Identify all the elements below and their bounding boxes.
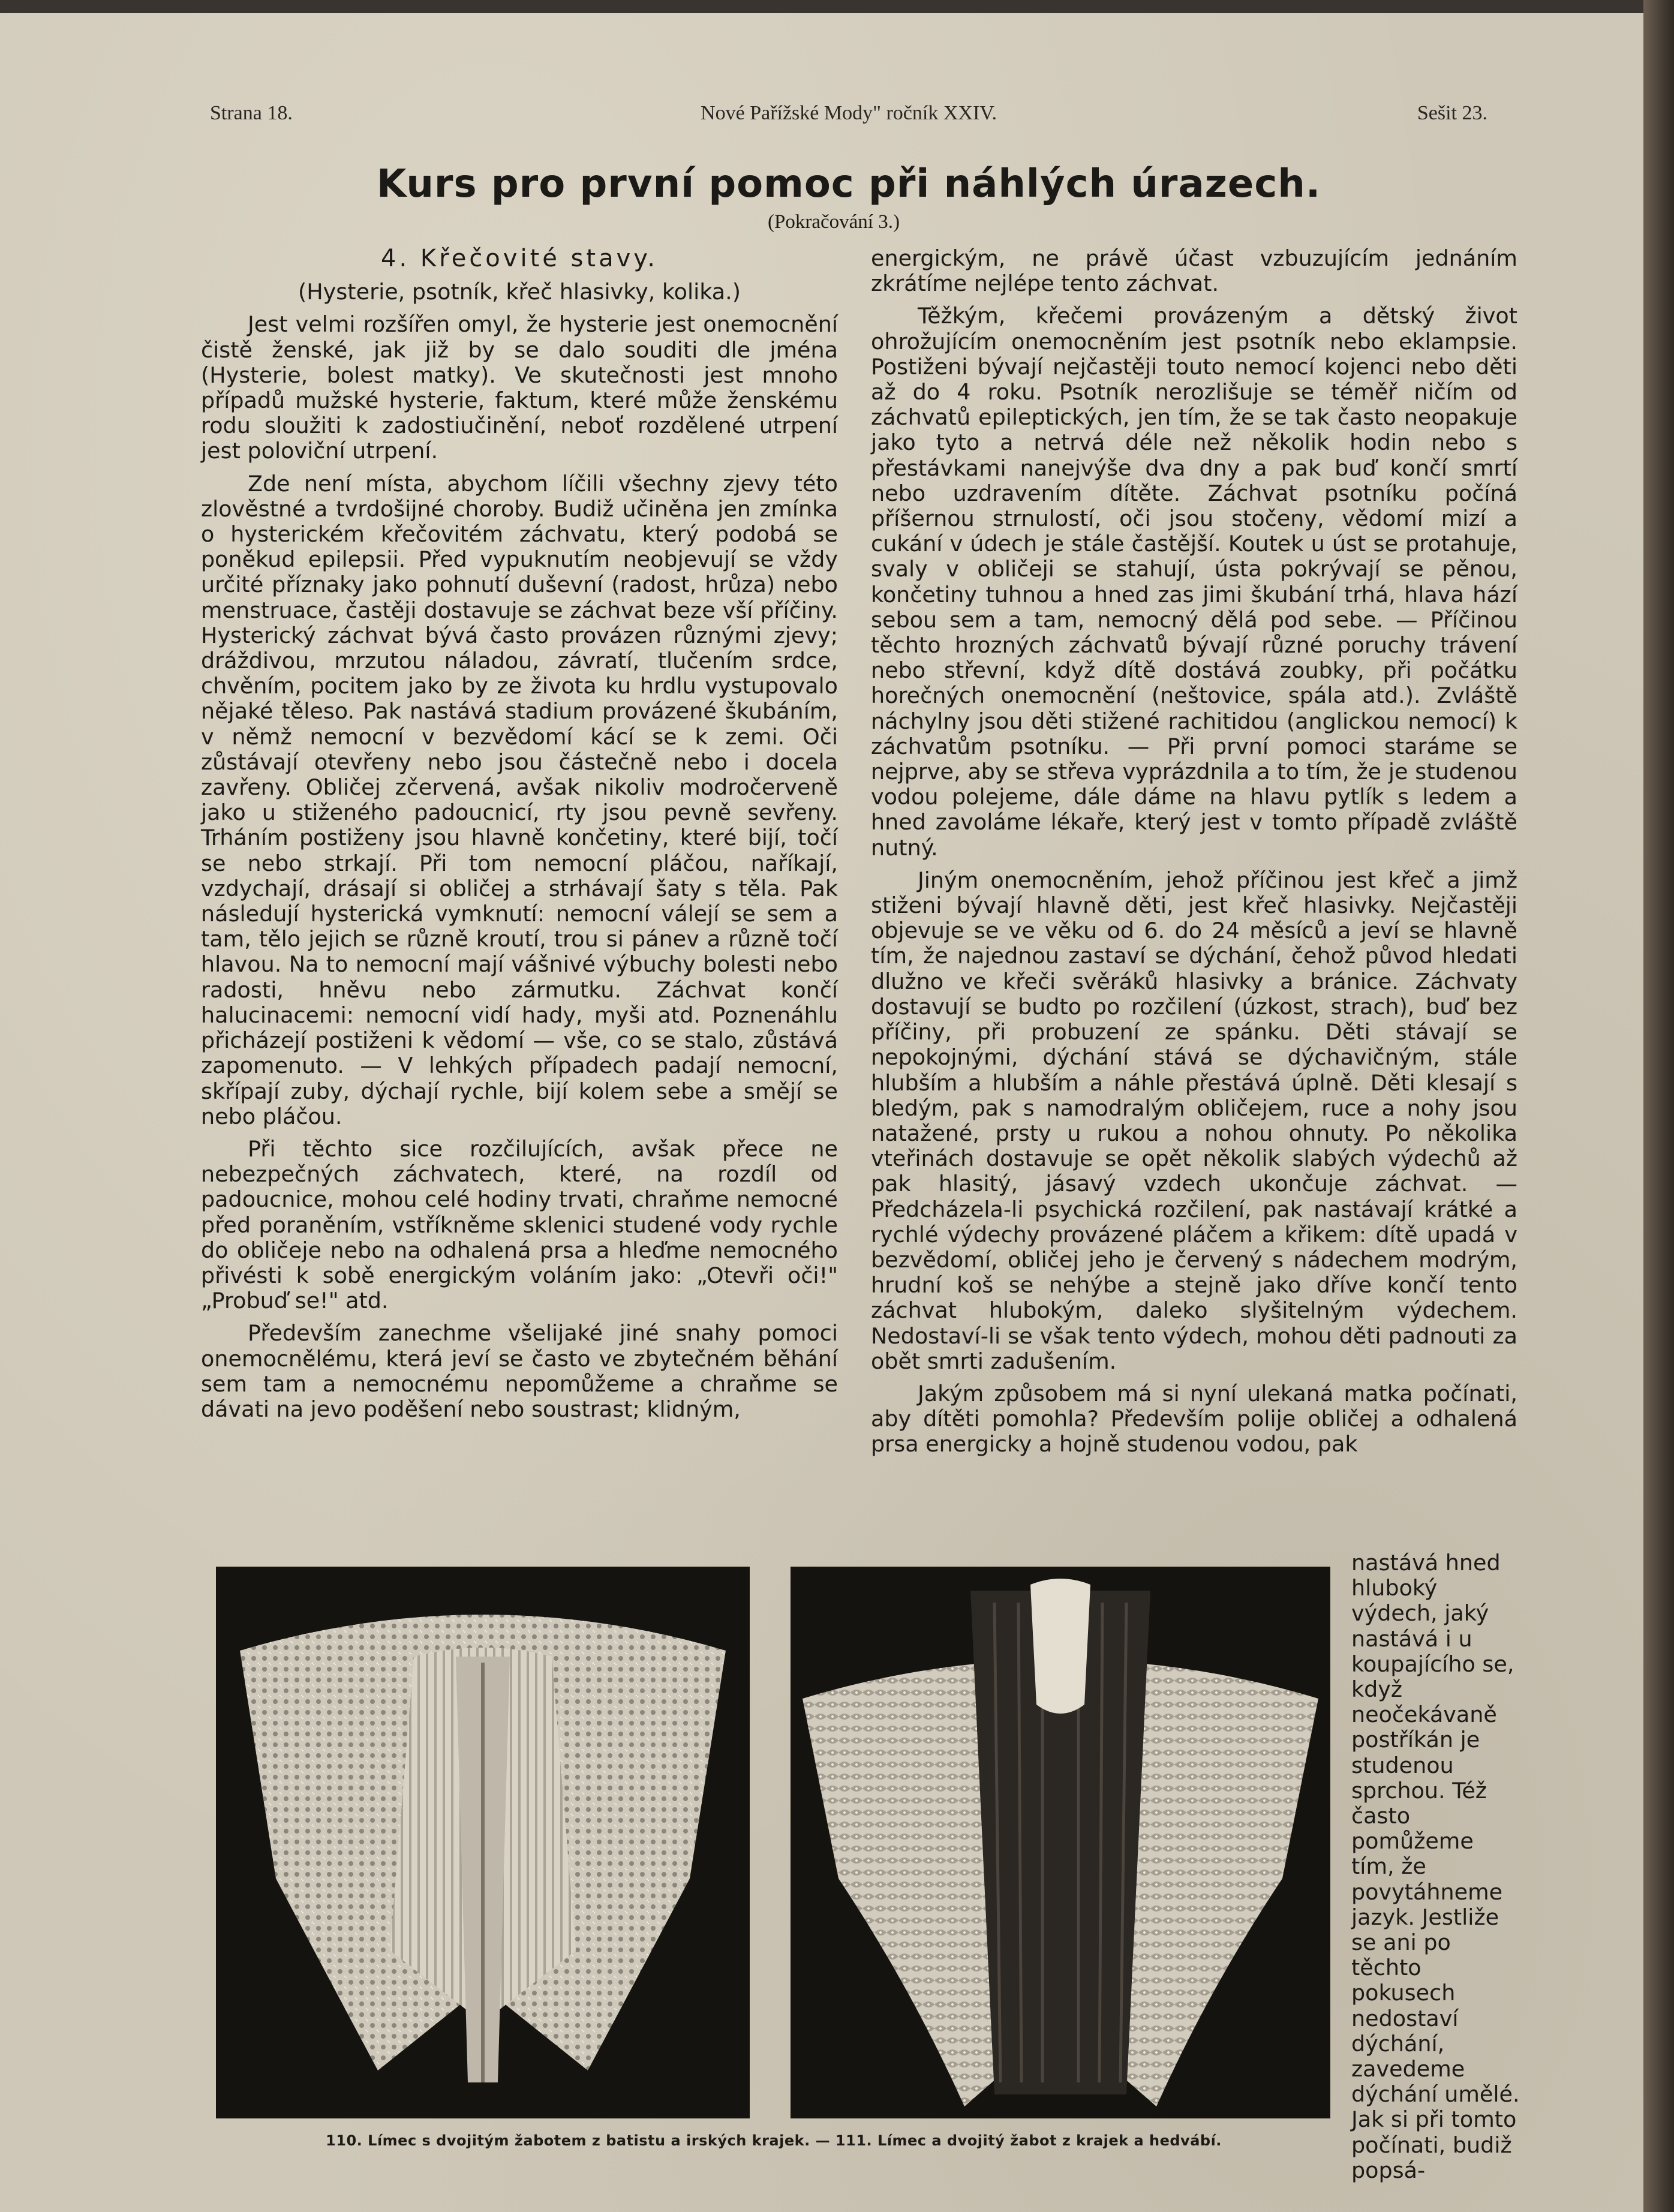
figure-caption: 110. Límec s dvojitým žabotem z batistu a irských krajek. — 111. Límec a dvojitý žabot z krajek a hedvábí. bbox=[326, 2132, 1222, 2149]
paragraph: Zde není místa, abychom líčili všechny zjevy této zlověstné a tvrdošijné choroby. Budiž učiněna jen zmínka o hysterickém křečovitém záchvatu, který podobá se poněkud epilepsii. Před vypuknutím neobjevují se vždy určité příznaky jako pohnutí duševní (radost, hrůza) nebo menstruace, častěji dostavuje se záchvat beze vší příčiny. Hysterický záchvat bývá často provázen různými zjevy; dráždivou, mrzutou náladou, závratí, tlučením srdce, chvěním, pocitem jako by ze života ku hrdlu vystupovalo nějaké těleso. Pak nastává stadium provázené škubáním, v němž nemocní v bezvědomí kácí se k zemi. Oči zůstávají otevřeny nebo jsou částečně nebo i docela zavřeny. Obličej zčervená, avšak nikoliv modročerveně jako u stiženého padoucnicí, rty jsou pevně sevřeny. Trháním postiženy jsou hlavně končetiny, které bijí, točí se nebo strkají. Při tom nemocní pláčou, naříkají, vzdychají, drásají si obličej a strhávají šaty s těla. Pak následují hysterická vymknutí: nemocní válejí se sem a tam, tělo jejich se různě kroutí, trou si pánev a různě točí hlavou. Na to nemocní mají vášnivé výbuchy bolesti nebo radosti, hněvu nebo zármutku. Záchvat končí halucinacemi: nemocní vidí hady, myši atd. Poznenáhlu přicházejí postiženi k vědomí — vše, co se stalo, zůstává zapomenuto. — V lehkých případech padají nemocní, skřípají zuby, dýchají rychle, bijí kolem sebe a smějí se nebo pláčou. bbox=[201, 470, 838, 1129]
right-column bbox=[871, 246, 1517, 1465]
photo-lace-collar-111 bbox=[791, 1567, 1330, 2118]
paragraph: Především zanechme všelijaké jiné snahy pomoci onemocnělému, která jeví se často ve zbytečném běhání sem tam a nemocnému nepomůžeme a chraňme se dávati na jevo poděšení nebo soustrast; klidným, bbox=[201, 1320, 838, 1422]
publication-name: Nové Pařížské Mody" ročník XXIV. bbox=[701, 102, 997, 124]
paragraph: energickým, ne právě účast vzbuzujícím jednáním zkrátíme nejlépe tento záchvat. bbox=[871, 245, 1517, 297]
paragraph: Jest velmi rozšířen omyl, že hysterie jest onemocnění čistě ženské, jak již by se dalo souditi dle jména (Hysterie, bolest matky). Ve skutečnosti jest mnoho případů mužské hysterie, faktum, které může ženskému rodu sloužiti k zadostiučinění, neboť rozdělené utrpení jest poloviční utrpení. bbox=[201, 311, 838, 464]
continuation-note: (Pokračování 3.) bbox=[768, 211, 900, 233]
section-heading: 4. Křečovité stavy. bbox=[381, 245, 658, 272]
narrow-text-column: nastává hned hluboký výdech, jaký nastává i u koupajícího se, když neočekávaně postříkán je studenou sprchou. Též často pomůžeme tím, že povytáhneme jazyk. Jestliže se ani po těchto pokusech nedostaví dýchání, zavedeme dýchání umělé. Jak si při tomto počínati, budiž popsá- bbox=[1351, 1550, 1520, 2183]
photo-lace-collar-110 bbox=[216, 1567, 750, 2118]
scan-top-edge bbox=[0, 0, 1674, 13]
page-number: Strana 18. bbox=[210, 102, 293, 124]
left-column bbox=[201, 246, 838, 1429]
section-subheading: (Hysterie, psotník, křeč hlasivky, kolika.) bbox=[298, 279, 741, 305]
paragraph: Jakým způsobem má si nyní ulekaná matka počínati, aby dítěti pomohla? Především polije obličej a odhalená prsa energicky a hojně studenou vodou, pak bbox=[871, 1380, 1517, 1457]
paragraph: Těžkým, křečemi provázeným a dětský život ohrožujícím onemocněním jest psotník nebo eklampsie. Postiženi bývají nejčastěji touto nemocí kojenci nebo děti až do 4 roku. Psotník nerozlišuje se téměř ničím od záchvatů epileptických, jen tím, že se tak často neopakuje jako tyto a netrvá déle než několik hodin nebo s přestávkami nanejvýše dva dny a pak buď končí smrtí nebo uzdravením dítěte. Záchvat psotníku počíná příšernou strnulostí, oči jsou stočeny, vědomí mizí a cukání v údech je stále častější. Koutek u úst se protahuje, svaly v obličeji se stahují, ústa pokrývají se pěnou, končetiny tuhnou a hned zas jimi škubání trhá, hlava hází sebou sem a tam, nemocný dělá pod sebe. — Příčinou těchto hrozných záchvatů bývají různé poruchy trávení nebo střevní, když dítě dostává zoubky, při počátku horečných onemocnění (neštovice, spála atd.). Zvláště náchylny jsou děti stižené rachitidou (anglickou nemocí) k záchvatům psotníku. — Při první pomoci staráme se nejprve, aby se střeva vyprázdnila a to tím, že je studenou vodou polejeme, dále dáme na hlavu pytlík s ledem a hned zavoláme lékaře, který jest v tomto případě zvláště nutný. bbox=[871, 303, 1517, 861]
lace-collar-illustration bbox=[216, 1567, 750, 2118]
article-title: Kurs pro první pomoc při náhlých úrazech. bbox=[376, 162, 1321, 206]
silk-jabot-illustration bbox=[791, 1567, 1330, 2118]
paragraph: Při těchto sice rozčilujících, avšak přece ne nebezpečných záchvatech, které, na rozdíl od padoucnice, mohou celé hodiny trvati, chraňme nemocné před poraněním, vstříkněme sklenici studené vody rychle do obličeje nebo na odhalená prsa a hleďme nemocného přivésti k sobě energickým voláním jako: „Otevři oči!" „Probuď se!" atd. bbox=[201, 1135, 838, 1314]
issue-number: Sešit 23. bbox=[1417, 102, 1487, 124]
paragraph: Jiným onemocněním, jehož příčinou jest křeč a jimž stiženi bývají hlavně děti, jest křeč hlasivky. Nejčastěji objevuje se ve věku od 6. do 24 měsíců a jeví se hlavně tím, že najednou zastaví se dýchání, čehož původ hledati dlužno ve křeči svěráků hlasivky a bránice. Záchvaty dostavují se budto po rozčilení (úzkost, strach), buď bez příčiny, při probuzení ze spánku. Děti stávají se nepokojnými, dýchání stává se dýchavičným, stále hlubším a hlubším a náhle přestává úplně. Děti klesají s bledým, pak s namodralým obličejem, ruce a nohy jsou natažené, prsty u rukou a nohou ohnuty. Po několika vteřinách dostavuje se opět několik slabých výdechů až pak hlasitý, jásavý vzdech ukončuje záchvat. — Předcházela-li psychická rozčilení, pak nastávají krátké a rychlé výdechy provázené pláčem a křikem: dítě upadá v bezvědomí, obličej jeho je červený s nádechem modrým, hrudní koš se nehýbe a stejně jako dříve končí tento záchvat hlubokým, daleko slyšitelným výdechem. Nedostaví-li se však tento výdech, mohou děti padnouti za obět smrti zadušením. bbox=[871, 867, 1517, 1374]
running-header bbox=[210, 102, 1487, 138]
scan-binding-edge bbox=[1643, 0, 1674, 2212]
